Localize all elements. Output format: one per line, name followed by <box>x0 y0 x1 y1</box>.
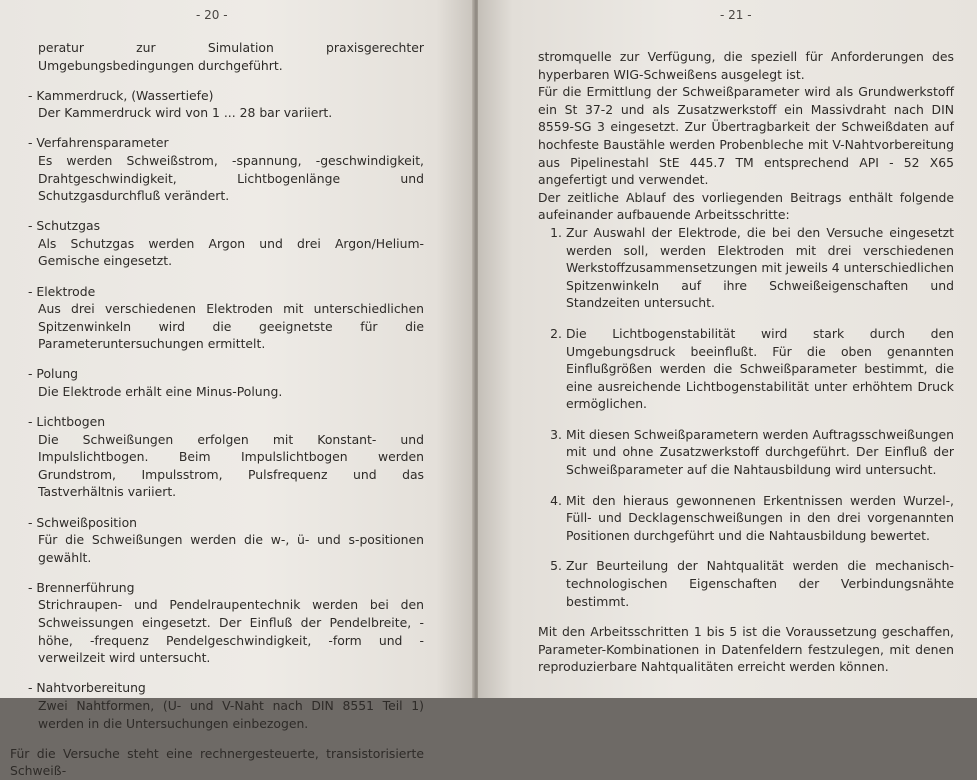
parameter-item-title: - Kammerdruck, (Wassertiefe) <box>28 87 214 103</box>
parameter-item-body: Zwei Nahtformen, (U- und V-Naht nach DIN 8551 Teil 1) werden in die Untersuchungen einbezogen. <box>38 697 424 731</box>
parameter-item-body: Die Schweißungen erfolgen mit Konstant- und Impulslichtbogen. Beim Impulslichtbogen werden Grundstrom, Impulsstrom, Pulsfrequenz und das Tastverhältnis variiert. <box>38 431 424 500</box>
parameter-item-title: - Elektrode <box>28 283 96 299</box>
parameter-item-body: Aus drei verschiedenen Elektroden mit unterschiedlichen Spitzenwinkeln wird die geeignetste für die Parameteruntersuchungen ermittelt. <box>38 301 424 352</box>
work-step <box>538 325 954 413</box>
parameter-item-title: - Verfahrensparameter <box>28 135 169 151</box>
work-step <box>538 224 954 312</box>
right-page <box>478 0 977 698</box>
right-paragraph-3: Der zeitliche Ablauf des vorliegenden Beitrags enthält folgende aufeinander aufbauende Arbeitsschritte: <box>538 189 954 223</box>
parameter-item-body: Als Schutzgas werden Argon und drei Argon/Helium-Gemische eingesetzt. <box>38 235 424 269</box>
left-page-text <box>10 39 424 780</box>
parameter-item-body: Für die Schweißungen werden die w-, ü- und s-positionen gewählt. <box>38 532 424 565</box>
left-page <box>0 0 474 779</box>
work-step-text: Mit diesen Schweißparametern werden Auftragsschweißungen mit und ohne Zusatzwerkstoff durchgeführt. Der Einfluß der Schweißparameter auf die Nahtausbildung wird untersucht. <box>566 426 954 478</box>
work-step-number: 3. <box>550 426 562 442</box>
parameter-item-body: Es werden Schweißstrom, -spannung, -geschwindigkeit, Drahtgeschwindigkeit, Lichtbogenlänge und Schutzgasdurchfluß verändert. <box>38 152 424 204</box>
parameter-item <box>10 579 424 667</box>
parameter-item-title: - Brennerführung <box>28 579 135 595</box>
work-step-number: 4. <box>550 492 562 508</box>
parameter-item <box>10 217 424 270</box>
parameter-item-title: - Lichtbogen <box>28 414 106 430</box>
work-step-text: Zur Beurteilung der Nahtqualität werden die mechanisch-technologischen Eigenschaften der Verbindungsnähte bestimmt. <box>566 558 954 609</box>
parameter-item <box>10 679 424 732</box>
page-number-right: - 21 - <box>720 8 752 22</box>
parameter-item-body: Strichraupen- und Pendelraupentechnik werden bei den Schweissungen eingesetzt. Der Einfluß der Pendelbreite, -höhe, -frequenz Pendelgeschwindigkeit, -form und -verweilzeit wird untersucht. <box>38 597 424 666</box>
work-step-number: 1. <box>550 224 562 240</box>
work-step <box>538 557 954 610</box>
left-intro-paragraph: peratur zur Simulation praxisgerechter Umgebungsbedingungen durchgeführt. <box>38 40 424 73</box>
parameter-item-title: - Schutzgas <box>28 218 101 234</box>
work-step-text: Zur Auswahl der Elektrode, die bei den Versuche eingesetzt werden soll, werden Elektroden mit drei verschiedenen Werkstoffzusammensetzungen mit jeweils 4 unterschiedlichen Spitzenwinkeln auf ihre Schweißeigenschaften und Standzeiten untersucht. <box>566 224 954 311</box>
work-step-text: Die Lichtbogenstabilität wird stark durch den Umgebungsdruck beeinflußt. Für die oben genannten Einflußgrößen werden die Schweißparameter bestimmt, die eine ausreichende Lichtbogenstabilität unter erhöhtem Druck ermöglichen. <box>566 325 954 412</box>
work-step-text: Mit den hieraus gewonnenen Erkentnissen werden Wurzel-, Füll- und Decklagenschweißungen in den drei vorgenannten Positionen durchgeführt und die Nahtausbildung bewertet. <box>566 492 954 543</box>
parameter-item-body: Die Elektrode erhält eine Minus-Polung. <box>38 384 283 399</box>
parameter-item-title: - Schweißposition <box>28 514 138 530</box>
left-closing-line: Für die Versuche steht eine rechnergesteuerte, transistorisierte Schweiß- <box>10 745 424 779</box>
work-step-number: 2. <box>550 325 562 341</box>
parameter-item <box>10 87 424 122</box>
parameter-item <box>10 134 424 204</box>
work-step-number: 5. <box>550 558 562 574</box>
right-closing-paragraph: Mit den Arbeitsschritten 1 bis 5 ist die Voraussetzung geschaffen, Parameter-Kombinationen in Datenfeldern festzulegen, mit denen reproduzierbare Nahtqualitäten erreicht werden können. <box>538 624 954 675</box>
page-number-left: - 20 - <box>196 8 228 22</box>
right-paragraph-1: stromquelle zur Verfügung, die speziell für Anforderungen des hyperbaren WIG-Schweißens ausgelegt ist. <box>538 49 954 82</box>
right-page-text <box>538 48 954 676</box>
parameter-item <box>10 413 424 501</box>
right-paragraph-2: Für die Ermittlung der Schweißparameter wird als Grundwerkstoff ein St 37-2 und als Zusatzwerkstoff ein Massivdraht nach DIN 8559-SG 3 eingesetzt. Zur Übertragbarkeit der Schweißdaten auf hochfeste Baustähle werden Probenbleche mit V-Nahtvorbereitung aus Pipelinestahl StE 445.7 TM entsprechend API - 52 X65 angefertigt und verwendet. <box>538 84 954 188</box>
work-step <box>538 426 954 479</box>
parameter-item-body: Der Kammerdruck wird von 1 ... 28 bar variiert. <box>38 105 333 121</box>
work-step <box>538 492 954 545</box>
parameter-item <box>10 514 424 567</box>
parameter-item-title: - Nahtvorbereitung <box>28 680 146 696</box>
parameter-item <box>10 283 424 353</box>
parameter-item-title: - Polung <box>28 366 79 382</box>
parameter-item <box>10 365 424 400</box>
